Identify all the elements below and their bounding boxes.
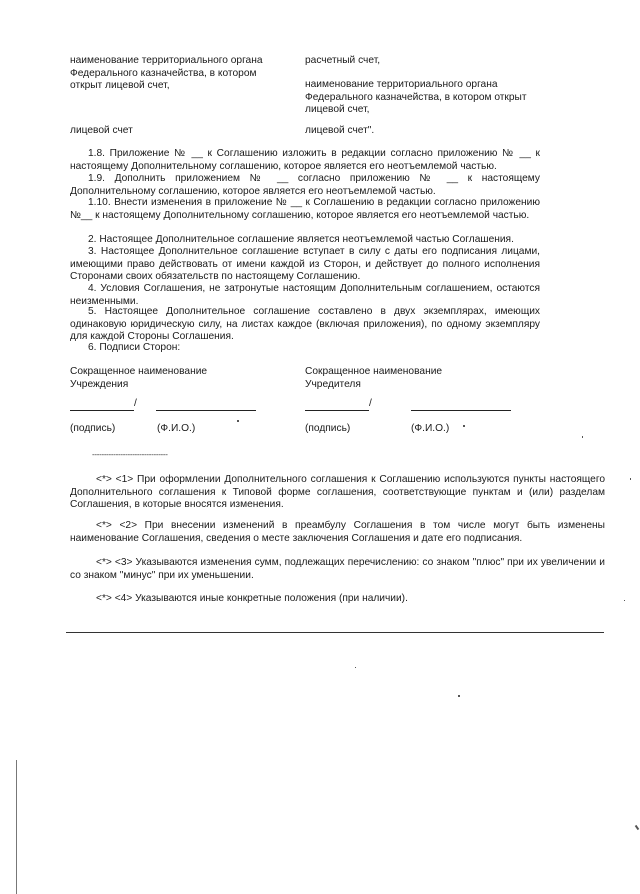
paragraph-5: 5. Настоящее Дополнительное соглашение составлено в двух экземплярах, имеющих одинаковую юридическую силу, на листах каждое (включая приложения), по одному экземпляру для каждой Стороны Соглашения. (70, 306, 540, 343)
scan-speck (237, 420, 239, 422)
signature-line-left (70, 410, 134, 411)
top-right-cell-treasury: наименование территориального органа Федерального казначейства, в котором открыт лицевой счет, (305, 79, 527, 116)
sign-label-left: (подпись) (70, 423, 116, 434)
paragraph-2: 2. Настоящее Дополнительное соглашение является неотъемлемой частью Соглашения. (88, 234, 514, 245)
scan-speck (355, 667, 356, 668)
scan-speck (458, 695, 460, 697)
scan-speck (630, 478, 631, 480)
footnote-1: <*> <1> При оформлении Дополнительного соглашения к Соглашению используются пункты настоящего Дополнительного соглашения к Типовой форме соглашения, соответствующие пунктам и (или) разделам Соглашения, в которые вносятся изменения. (70, 474, 605, 511)
bottom-rule (66, 632, 604, 633)
paragraph-3: 3. Настоящее Дополнительное соглашение вступает в силу с даты его подписания лицами, имеющими право действовать от имени каждой из Сторон, и действует до полного исполнения Сторонами своих обязательств по настоящему Соглашению. (70, 246, 540, 283)
top-left-account-label: лицевой счет (70, 125, 133, 136)
scan-edge-line (16, 760, 17, 894)
signature-right-title: Сокращенное наименование Учредителя (305, 366, 443, 390)
paragraph-1-10: 1.10. Внести изменения в приложение № __ к Соглашению в редакции согласно приложению №__ к настоящему Дополнительному соглашению, которое является его неотъемлемой частью. (70, 197, 540, 221)
top-right-account-label: лицевой счет". (305, 125, 375, 136)
paragraph-4: 4. Условия Соглашения, не затронутые настоящим Дополнительным соглашением, остаются неизменными. (70, 283, 540, 307)
scan-speck (635, 825, 640, 830)
scan-speck (624, 600, 625, 601)
top-right-cell-account: расчетный счет, (305, 55, 381, 66)
signature-left-title: Сокращенное наименование Учреждения (70, 366, 208, 390)
signature-slash-left: / (134, 398, 137, 409)
signature-slash-right: / (369, 398, 372, 409)
paragraph-1-8: 1.8. Приложение № __ к Соглашению изложить в редакции согласно приложению № __ к настоящему Дополнительному соглашению, которое является его неотъемлемой частью. (70, 148, 540, 172)
signature-line-right (305, 410, 369, 411)
scan-speck (582, 436, 583, 438)
paragraph-6: 6. Подписи Сторон: (88, 342, 181, 353)
name-line-left (156, 410, 256, 411)
footnote-3: <*> <3> Указываются изменения сумм, подлежащих перечислению: со знаком "плюс" при их увеличении и со знаком "минус" при их уменьшении. (70, 557, 605, 581)
paragraph-1-9: 1.9. Дополнить приложением № __ согласно приложению № __ к настоящему Дополнительному соглашению, которое является его неотъемлемой частью. (70, 173, 540, 197)
sign-label-right: (подпись) (305, 423, 351, 434)
fio-label-left: (Ф.И.О.) (157, 423, 196, 434)
top-left-cell: наименование территориального органа Федерального казначейства, в котором открыт лицевой счет, (70, 55, 263, 92)
footnote-2: <*> <2> При внесении изменений в преамбулу Соглашения в том числе могут быть изменены наименование Соглашения, сведения о месте заключения Соглашения и дате его подписания. (70, 520, 605, 544)
footnote-separator: -------------------------------- (92, 450, 168, 459)
name-line-right (411, 410, 511, 411)
fio-label-right: (Ф.И.О.) (411, 423, 450, 434)
footnote-4: <*> <4> Указываются иные конкретные положения (при наличии). (96, 593, 408, 604)
scan-speck (463, 425, 465, 427)
